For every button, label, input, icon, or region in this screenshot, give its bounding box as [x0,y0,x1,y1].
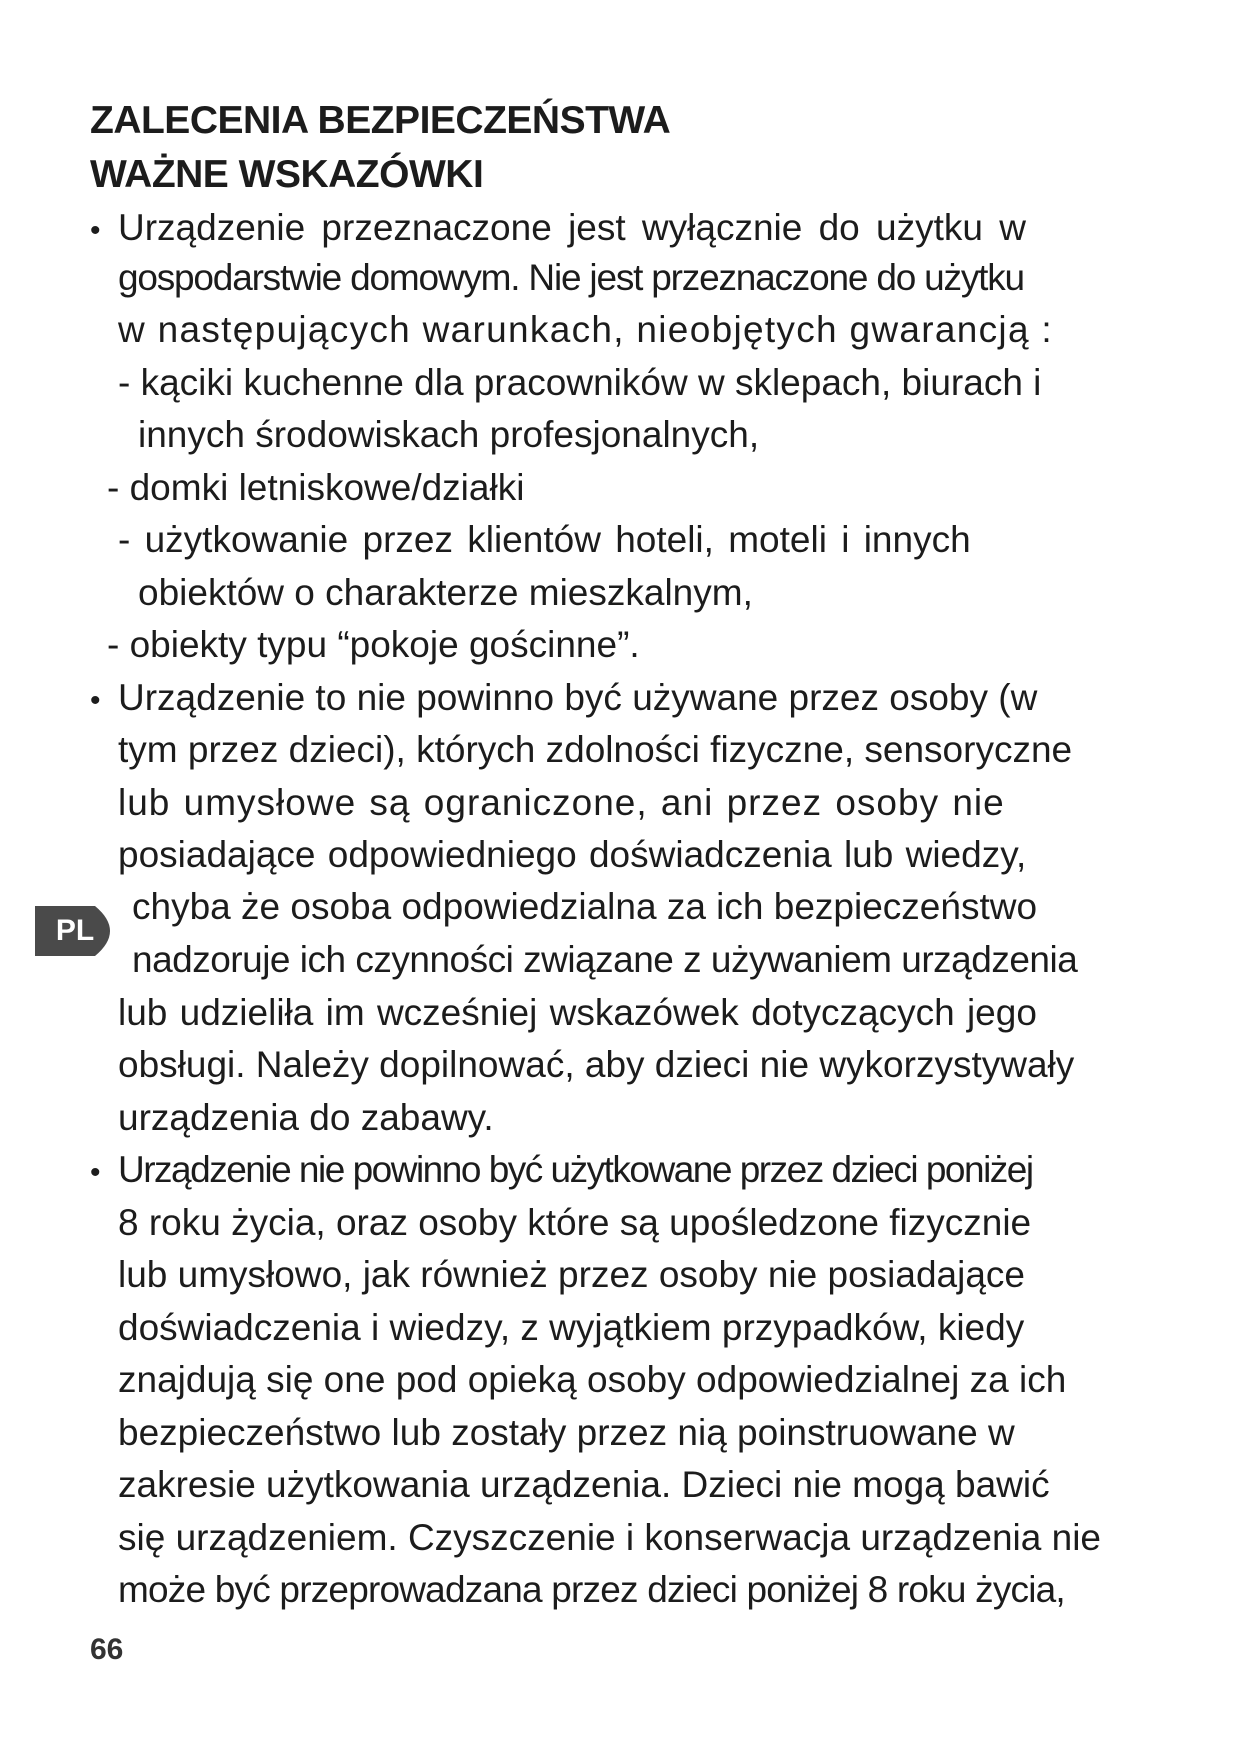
section3-line7: zakresie użytkowania urządzenia. Dzieci nie mogą bawić [118,1464,1050,1505]
section3-line6: bezpieczeństwo lub zostały przez nią poinstruowane w [118,1412,1015,1453]
section1-sub3-line1: - użytkowanie przez klientów hoteli, moteli i innych [118,519,971,560]
section1-sub1-line1: - kąciki kuchenne dla pracowników w sklepach, biurach i [118,362,1042,403]
section1-line3: w następujących warunkach, nieobjętych gwarancją : [118,309,1053,350]
section3-line9: może być przeprowadzana przez dzieci poniżej 8 roku życia, [118,1569,1065,1610]
section-subtitle: WAŻNE WSKAZÓWKI [90,153,484,196]
section3-line2: 8 roku życia, oraz osoby które są upośledzone fizycznie [118,1202,1032,1243]
section1-sub1-line2: innych środowiskach profesjonalnych, [138,414,760,455]
section3-line8: się urządzeniem. Czyszczenie i konserwacja urządzenia nie [118,1517,1102,1558]
section2-line8: obsługi. Należy dopilnować, aby dzieci nie wykorzystywały [118,1044,1075,1085]
section1-line1: Urządzenie przeznaczone jest wyłącznie do użytku w [118,207,1026,248]
page-number: 66 [90,1633,124,1666]
section2-line9: urządzenia do zabawy. [118,1097,494,1138]
section1-sub4: - obiekty typu “pokoje gościnne”. [107,624,640,665]
language-tab [35,906,125,956]
bullet-marker: • [90,1156,101,1189]
section2-line6: nadzoruje ich czynności związane z używaniem urządzenia [132,939,1078,980]
section2-line5: chyba że osoba odpowiedzialna za ich bezpieczeństwo [132,886,1038,927]
section1-line2: gospodarstwie domowym. Nie jest przeznaczone do użytku [118,257,1024,298]
section3-line4: doświadczenia i wiedzy, z wyjątkiem przypadków, kiedy [118,1307,1025,1348]
section-title: ZALECENIA BEZPIECZEŃSTWA [90,99,671,142]
language-tab-label: PL [55,914,95,947]
section2-line1: Urządzenie to nie powinno być używane przez osoby (w [118,677,1038,718]
section2-line3: lub umysłowe są ograniczone, ani przez osoby nie [118,782,1005,823]
section1-sub3-line2: obiektów o charakterze mieszkalnym, [138,572,753,613]
bullet-marker: • [90,214,101,247]
section3-line3: lub umysłowo, jak również przez osoby nie posiadające [118,1254,1025,1295]
section3-line1: Urządzenie nie powinno być użytkowane przez dzieci poniżej [118,1149,1033,1190]
section2-line4: posiadające odpowiedniego doświadczenia lub wiedzy, [118,834,1027,875]
section3-line5: znajdują się one pod opieką osoby odpowiedzialnej za ich [118,1359,1067,1400]
section1-sub2: - domki letniskowe/działki [107,467,525,508]
bullet-marker: • [90,684,101,717]
section2-line2: tym przez dzieci), których zdolności fizyczne, sensoryczne [118,729,1073,770]
section2-line7: lub udzieliła im wcześniej wskazówek dotyczących jego [118,992,1037,1033]
